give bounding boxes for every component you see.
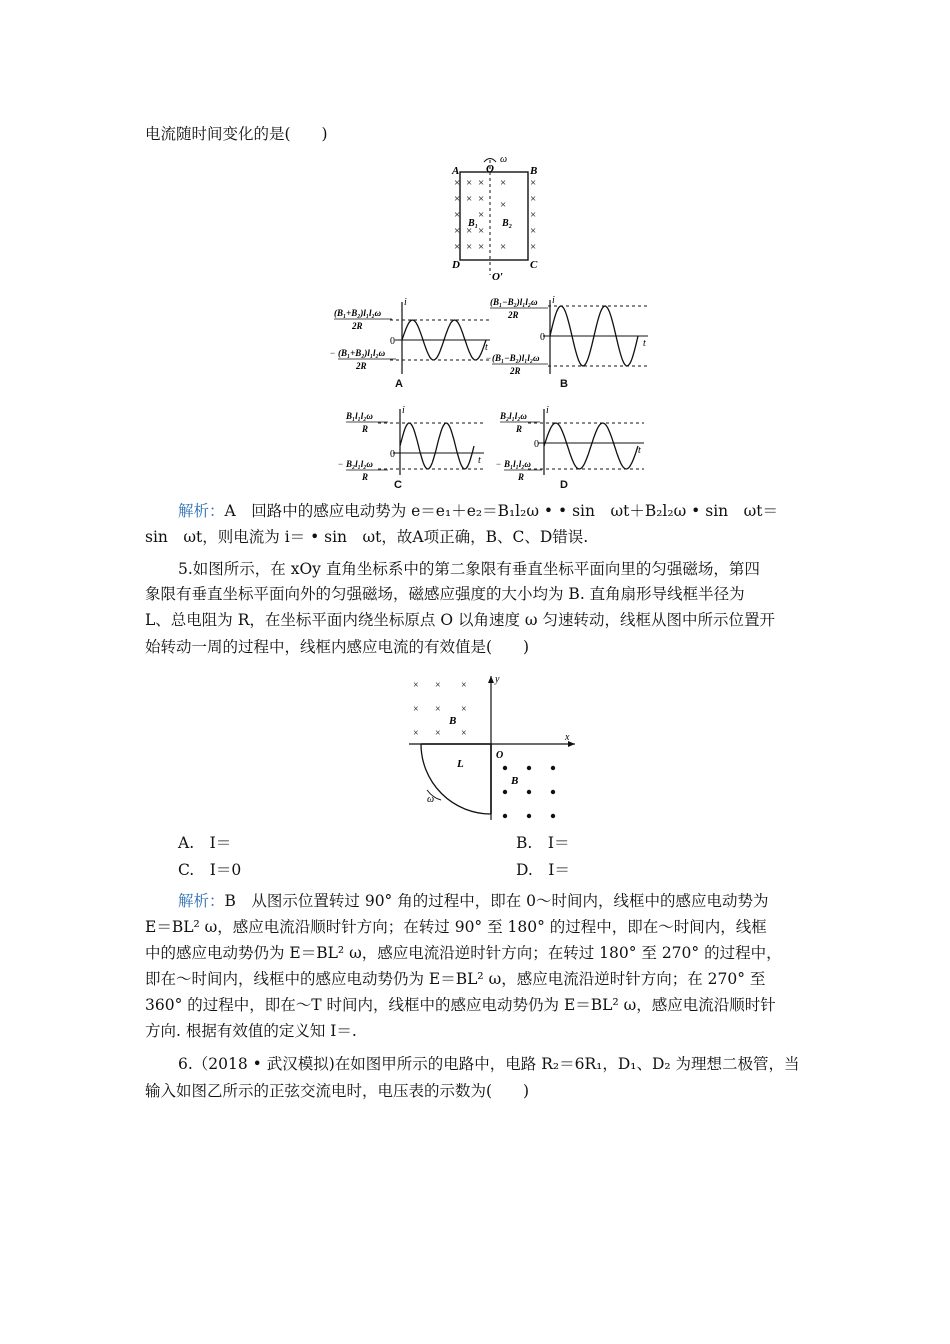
svg-text:i: i (402, 405, 405, 416)
cross-mark: × (530, 241, 537, 253)
cross-mark: × (435, 704, 441, 715)
cross-mark: × (413, 704, 419, 715)
question-5-line1: 5.如图所示，在 xOy 直角坐标系中的第二象限有垂直坐标平面向里的匀强磁场，第四 (178, 560, 760, 578)
question-6-line1: 6.（2018 • 武汉模拟)在如图甲所示的电路中，电路 R₂＝6R₁，D₁、D₂ 为理想二极管，当 (178, 1055, 800, 1073)
field-b1-label: B₁ (468, 218, 479, 229)
cross-mark: × (461, 704, 467, 715)
cross-mark: × (530, 225, 537, 237)
svg-text:−: − (496, 459, 502, 469)
svg-text:−: − (330, 348, 336, 358)
svg-text:2R: 2R (508, 310, 519, 320)
option-d[interactable]: D. I＝ (516, 861, 570, 879)
svg-text:t: t (643, 338, 646, 349)
analysis-4-line2: sin ωt，则电流为 i＝ • sin ωt，故A项正确，B、C、D错误. (145, 528, 589, 546)
dot-mark (527, 790, 531, 794)
graph-a (330, 296, 495, 390)
graph-c (338, 405, 488, 491)
cross-mark: × (530, 177, 537, 189)
caption-c: C (394, 479, 402, 491)
point-o: O (486, 163, 494, 175)
field-crosses (454, 177, 536, 253)
svg-text:i: i (552, 295, 555, 306)
dot-mark (551, 790, 555, 794)
caption-d: D (560, 479, 568, 491)
svg-text:B₂l₁l₂ω: B₂l₁l₂ω (346, 459, 373, 469)
cross-mark: × (478, 225, 485, 237)
svg-text:−: − (486, 353, 492, 363)
cross-mark: × (500, 199, 507, 211)
svg-text:2R: 2R (356, 361, 367, 371)
svg-text:0: 0 (390, 336, 395, 347)
cross-mark: × (466, 241, 473, 253)
svg-text:R: R (362, 424, 369, 434)
svg-text:i: i (546, 405, 549, 416)
question-5-line4: 始转动一周的过程中，线框内感应电流的有效值是( ) (145, 638, 530, 656)
field-b-lower: B (511, 775, 519, 787)
cross-mark: × (500, 241, 507, 253)
svg-text:(B₁+B₂)l₁l₂ω: (B₁+B₂)l₁l₂ω (338, 348, 386, 358)
cross-mark: × (461, 680, 467, 691)
analysis-5-line1: 解析：B 从图示位置转过 90° 角的过程中，即在 0～时间内，线框中的感应电动势为 (178, 892, 769, 910)
cross-mark: × (466, 225, 473, 237)
svg-text:B₂l₁l₂ω: B₂l₁l₂ω (500, 411, 527, 421)
dot-mark (503, 790, 507, 794)
cross-mark: × (454, 241, 461, 253)
svg-text:−: − (338, 459, 344, 469)
field-b-upper: B (449, 715, 457, 727)
svg-text:y: y (495, 674, 500, 685)
dot-mark (527, 814, 531, 818)
svg-text:2R: 2R (510, 366, 521, 376)
svg-text:t: t (478, 455, 481, 466)
option-b[interactable]: B. I＝ (516, 834, 570, 852)
cross-mark: × (435, 728, 441, 739)
cross-mark: × (530, 193, 537, 205)
cross-mark: × (454, 209, 461, 221)
svg-text:2R: 2R (352, 321, 363, 331)
question-5-line3: L、总电阻为 R，在坐标平面内绕坐标原点 O 以角速度 ω 匀速转动，线框从图中所示位置开 (145, 611, 775, 629)
cross-mark: × (435, 680, 441, 691)
analysis-label: 解析： (178, 892, 225, 910)
cross-mark: × (466, 177, 473, 189)
loop-figure (440, 150, 540, 285)
graph-d (496, 405, 648, 491)
svg-text:O: O (496, 750, 504, 761)
dot-mark (527, 766, 531, 770)
cross-mark: × (500, 177, 507, 189)
svg-text:(B₁−B₂)l₁l₂ω: (B₁−B₂)l₁l₂ω (490, 297, 538, 307)
question-4-text: 电流随时间变化的是( ) (145, 125, 328, 143)
svg-text:B₁l₁l₂ω: B₁l₁l₂ω (504, 459, 531, 469)
dot-mark (503, 814, 507, 818)
dot-mark (551, 814, 555, 818)
sector-figure (405, 672, 580, 822)
corner-a: A (452, 165, 460, 177)
analysis-5-line3: 中的感应电动势仍为 E＝BL² ω，感应电流沿逆时针方向；在转过 180° 至 270° 的过程中， (145, 944, 782, 962)
svg-text:R: R (516, 424, 523, 434)
caption-a: A (395, 378, 403, 390)
corner-d: D (452, 259, 460, 271)
cross-mark: × (454, 193, 461, 205)
cross-mark: × (413, 680, 419, 691)
corner-b: B (530, 165, 538, 177)
svg-text:(B₁−B₂)l₁l₂ω: (B₁−B₂)l₁l₂ω (492, 353, 540, 363)
graph-b (486, 295, 653, 390)
svg-text:i: i (404, 297, 407, 308)
point-o-prime: O′ (492, 271, 504, 283)
svg-text:t: t (638, 445, 641, 456)
cross-mark: × (413, 728, 419, 739)
field-b2-label: B₂ (502, 218, 513, 229)
analysis-5-line6: 方向. 根据有效值的定义知 I＝. (145, 1022, 357, 1040)
svg-text:ω: ω (427, 794, 435, 805)
question-6-line2: 输入如图乙所示的正弦交流电时，电压表的示数为( ) (145, 1082, 530, 1100)
svg-text:0: 0 (534, 439, 539, 450)
cross-mark: × (478, 209, 485, 221)
dot-mark (503, 766, 507, 770)
cross-mark: × (461, 728, 467, 739)
analysis-4-line1: 解析：A 回路中的感应电动势为 e＝e₁＋e₂＝B₁l₂ω • • sin ωt＋B₂l₂ω • sin ωt＝ (178, 502, 778, 520)
option-a[interactable]: A. I＝ (178, 834, 232, 852)
caption-b: B (560, 378, 568, 390)
svg-text:x: x (565, 732, 570, 743)
analysis-label: 解析： (178, 502, 225, 520)
omega-label: ω (500, 154, 508, 165)
cross-mark: × (454, 225, 461, 237)
svg-text:R: R (362, 472, 369, 482)
svg-text:0: 0 (390, 449, 395, 460)
svg-text:0: 0 (540, 332, 545, 343)
analysis-5-line5: 360° 的过程中，即在～T 时间内，线框中的感应电动势仍为 E＝BL² ω，感应电流沿顺时针 (145, 996, 776, 1014)
cross-mark: × (478, 241, 485, 253)
svg-text:R: R (518, 472, 525, 482)
cross-mark: × (454, 177, 461, 189)
question-5-line2: 象限有垂直坐标平面向外的匀强磁场，磁感应强度的大小均为 B. 直角扇形导线框半径为 (145, 585, 745, 603)
cross-mark: × (466, 193, 473, 205)
analysis-5-line4: 即在～时间内，线框中的感应电动势仍为 E＝BL² ω，感应电流沿逆时针方向；在 270° 至 (145, 970, 766, 988)
cross-mark: × (530, 209, 537, 221)
option-c[interactable]: C. I＝0 (178, 861, 242, 879)
analysis-5-line2: E＝BL² ω，感应电流沿顺时针方向；在转过 90° 至 180° 的过程中，即在～时间内，线框 (145, 918, 767, 936)
svg-text:t: t (485, 342, 488, 353)
svg-text:(B₁+B₂)l₁l₂ω: (B₁+B₂)l₁l₂ω (334, 308, 382, 318)
cross-mark: × (478, 193, 485, 205)
corner-c: C (530, 259, 538, 271)
svg-text:B₁l₁l₂ω: B₁l₁l₂ω (346, 411, 373, 421)
cross-mark: × (478, 177, 485, 189)
svg-text:L: L (457, 758, 464, 770)
dot-mark (551, 766, 555, 770)
